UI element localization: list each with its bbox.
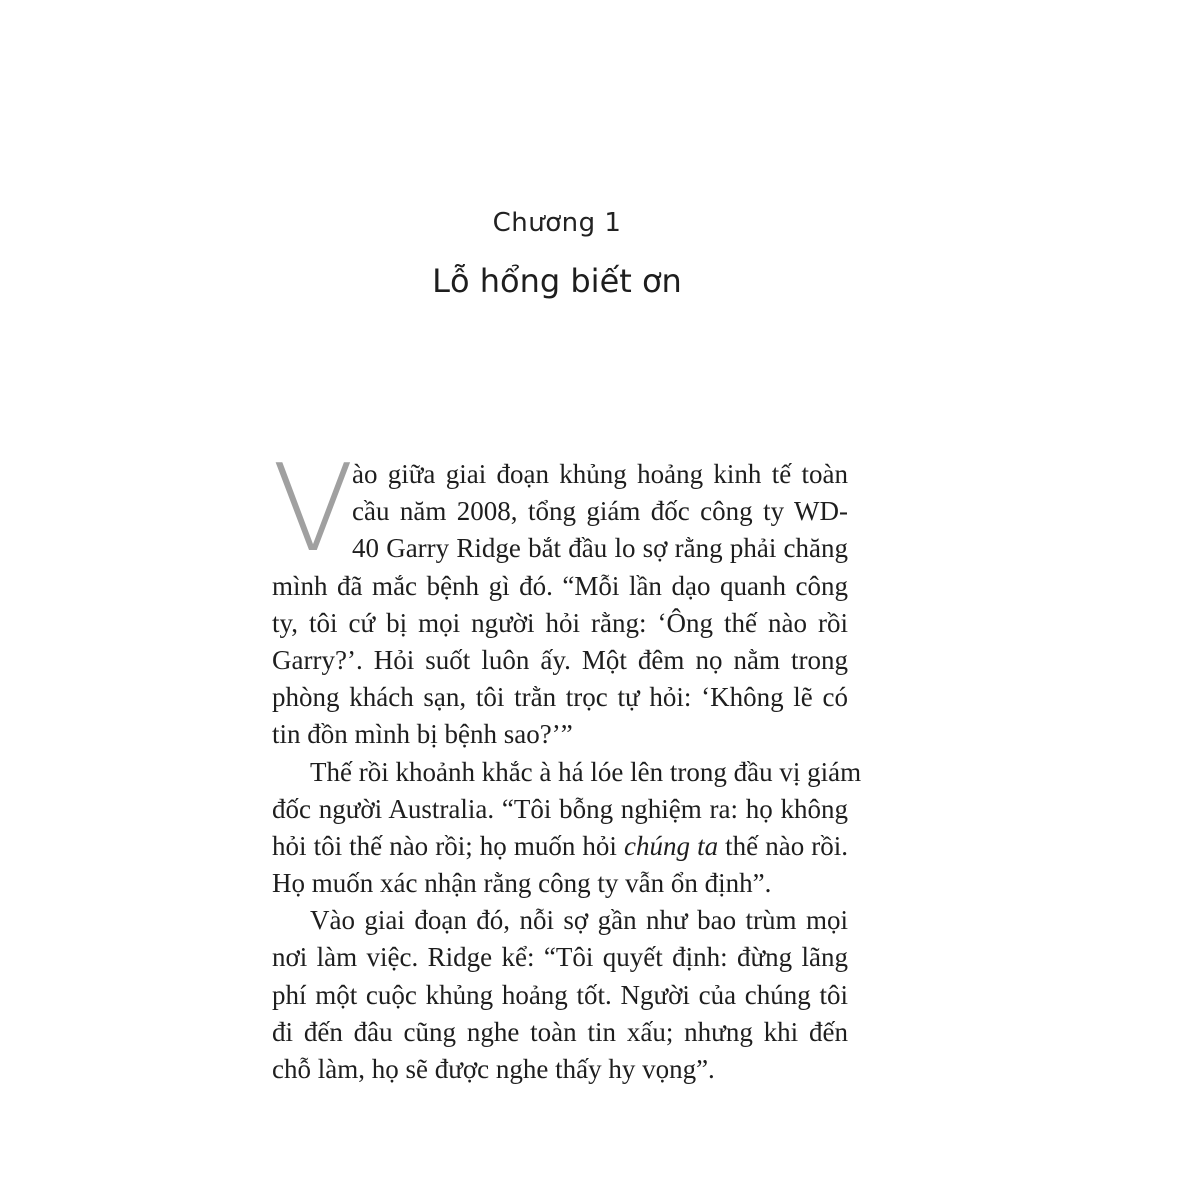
text-line: Vào giai đoạn đó, nỗi sợ gần như bao trùm mọi: [310, 905, 848, 936]
text-line: đi đến đâu cũng nghe toàn tin xấu; nhưng khi đến: [272, 1016, 848, 1047]
line-text: hỏi tôi thế nào rồi; họ muốn hỏi: [272, 830, 617, 861]
text-line: đốc người Australia. “Tôi bỗng nghiệm ra: họ không: [272, 793, 848, 824]
body-text: [272, 440, 862, 1088]
text-line: cầu năm 2008, tổng giám đốc công ty WD-: [352, 496, 848, 527]
text-line: Garry?’. Hỏi suốt luôn ấy. Một đêm nọ nằm trong: [272, 644, 848, 675]
text-line: nơi làm việc. Ridge kể: “Tôi quyết định: đừng lãng: [272, 942, 848, 973]
text-line: mình đã mắc bệnh gì đó. “Mỗi lần dạo quanh công: [272, 570, 848, 601]
paragraph-2: [272, 754, 862, 903]
text-line: ào giữa giai đoạn khủng hoảng kinh tế toàn: [352, 459, 848, 489]
text-line: tin đồn mình bị bệnh sao?’”: [272, 719, 573, 750]
text-line: phí một cuộc khủng hoảng tốt. Người của chúng tôi: [272, 979, 848, 1010]
text-line: 40 Garry Ridge bắt đầu lo sợ rằng phải chăng: [352, 533, 848, 564]
paragraph-3: [272, 902, 848, 1088]
text-line: Thế rồi khoảnh khắc à há lóe lên trong đầu vị giám: [310, 756, 862, 787]
line-text: thế nào rồi.: [725, 830, 849, 861]
drop-cap: V: [272, 440, 355, 579]
paragraph-1: [272, 440, 848, 754]
text-line: Họ muốn xác nhận rằng công ty vẫn ổn định”.: [272, 868, 772, 899]
text-line: chỗ làm, họ sẽ được nghe thấy hy vọng”.: [272, 1054, 715, 1084]
chapter-title: Lỗ hổng biết ơn: [432, 262, 682, 300]
text-line: ty, tôi cứ bị mọi người hỏi rằng: ‘Ông thế nào rồi: [272, 607, 848, 638]
emphasis-text: chúng ta: [624, 830, 719, 861]
text-line-with-emphasis: [272, 828, 848, 865]
text-line: phòng khách sạn, tôi trằn trọc tự hỏi: ‘Không lẽ có: [272, 682, 848, 713]
chapter-label: Chương 1: [492, 208, 622, 238]
